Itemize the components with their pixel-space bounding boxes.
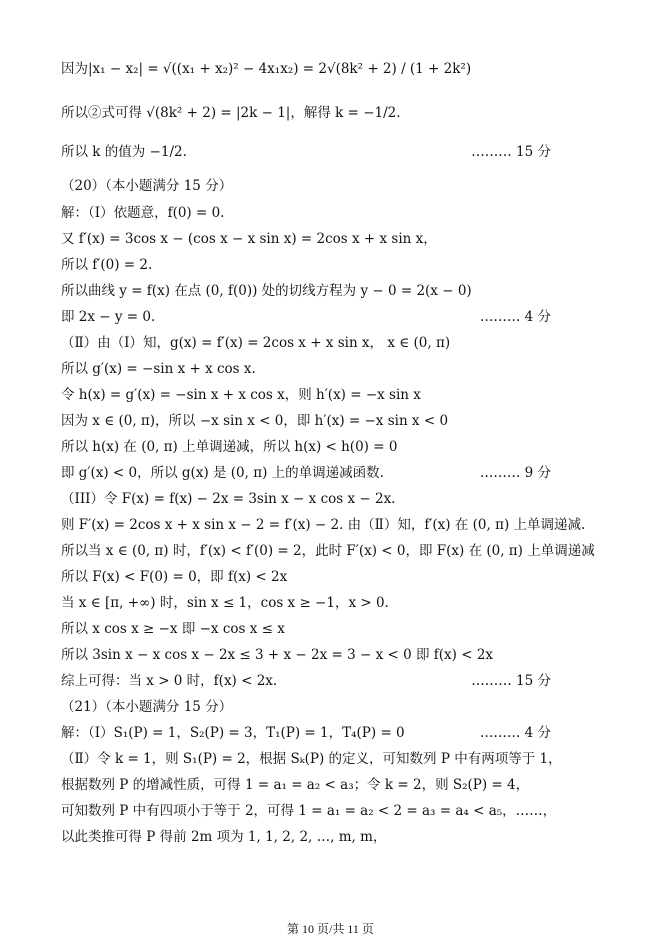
line-21: 所以 x cos x ≥ −x 即 −x cos x ≤ x <box>61 621 285 637</box>
score-15-a: ……… 15 分 <box>471 144 551 160</box>
score-9: ……… 9 分 <box>479 465 551 481</box>
line-16: （III）令 F(x) = f(x) − 2x = 3sin x − x cos x − 2x. <box>61 491 396 507</box>
line-23: 综上可得：当 x > 0 时，f(x) < 2x. <box>61 673 278 689</box>
line-07: 所以 f′(0) = 2. <box>61 257 153 273</box>
line-17: 则 F′(x) = 2cos x + x sin x − 2 = f′(x) − 2. 由（Ⅱ）知，f′(x) 在 (0, π) 上单调递减. <box>61 517 586 533</box>
line-24: （21）（本小题满分 15 分） <box>61 699 233 715</box>
line-12: 令 h(x) = g′(x) = −sin x + x cos x，则 h′(x) = −x sin x <box>61 387 421 403</box>
line-18: 所以当 x ∈ (0, π) 时，f′(x) < f′(0) = 2，此时 F′(x) < 0，即 F(x) 在 (0, π) 上单调递减 <box>61 543 595 559</box>
score-4-a: ……… 4 分 <box>479 309 551 325</box>
line-03: 所以 k 的值为 −1/2. <box>61 144 187 160</box>
line-20: 当 x ∈ [π, +∞) 时，sin x ≤ 1，cos x ≥ −1，x > 0. <box>61 595 389 611</box>
page-footer: 第 10 页/共 11 页 <box>287 922 374 936</box>
line-13: 因为 x ∈ (0, π)，所以 −x sin x < 0，即 h′(x) = −x sin x < 0 <box>61 413 449 429</box>
line-15: 即 g′(x) < 0，所以 g(x) 是 (0, π) 上的单调递减函数. <box>61 465 384 481</box>
line-04: （20）（本小题满分 15 分） <box>61 178 233 194</box>
line-26: （Ⅱ）令 k = 1，则 S₁(P) = 2，根据 Sₖ(P) 的定义，可知数列 P 中有两项等于 1， <box>61 751 562 767</box>
line-14: 所以 h(x) 在 (0, π) 上单调递减，所以 h(x) < h(0) = 0 <box>61 439 398 455</box>
line-02: 所以②式可得 √(8k² + 2) = |2k − 1|，解得 k = −1/2. <box>61 105 401 121</box>
line-29: 以此类推可得 P 得前 2m 项为 1, 1, 2, 2, …, m, m， <box>61 829 387 845</box>
line-27: 根据数列 P 的增减性质，可得 1 = a₁ = a₂ < a₃；令 k = 2，则 S₂(P) = 4， <box>61 777 530 793</box>
line-25: 解：（Ⅰ）S₁(P) = 1，S₂(P) = 3，T₁(P) = 1，T₄(P) = 0 <box>61 725 405 741</box>
line-11: 所以 g′(x) = −sin x + x cos x. <box>61 361 256 377</box>
line-28: 可知数列 P 中有四项小于等于 2，可得 1 = a₁ = a₂ < 2 = a₃ = a₄ < a₅，……， <box>61 803 557 819</box>
line-19: 所以 F(x) < F(0) = 0，即 f(x) < 2x <box>61 569 288 585</box>
line-01: 因为|x₁ − x₂| = √((x₁ + x₂)² − 4x₁x₂) = 2√(8k² + 2) / (1 + 2k²) <box>61 61 472 77</box>
line-09: 即 2x − y = 0. <box>61 309 156 325</box>
score-4-b: ……… 4 分 <box>479 725 551 741</box>
line-22: 所以 3sin x − x cos x − 2x ≤ 3 + x − 2x = 3 − x < 0 即 f(x) < 2x <box>61 647 494 663</box>
score-15-b: ……… 15 分 <box>471 673 551 689</box>
line-08: 所以曲线 y = f(x) 在点 (0, f(0)) 处的切线方程为 y − 0 = 2(x − 0) <box>61 283 472 299</box>
line-05: 解：（Ⅰ）依题意，f(0) = 0. <box>61 205 225 221</box>
line-10: （Ⅱ）由（Ⅰ）知，g(x) = f′(x) = 2cos x + x sin x， x ∈ (0, π) <box>61 335 451 351</box>
line-06: 又 f′(x) = 3cos x − (cos x − x sin x) = 2cos x + x sin x， <box>61 231 437 247</box>
